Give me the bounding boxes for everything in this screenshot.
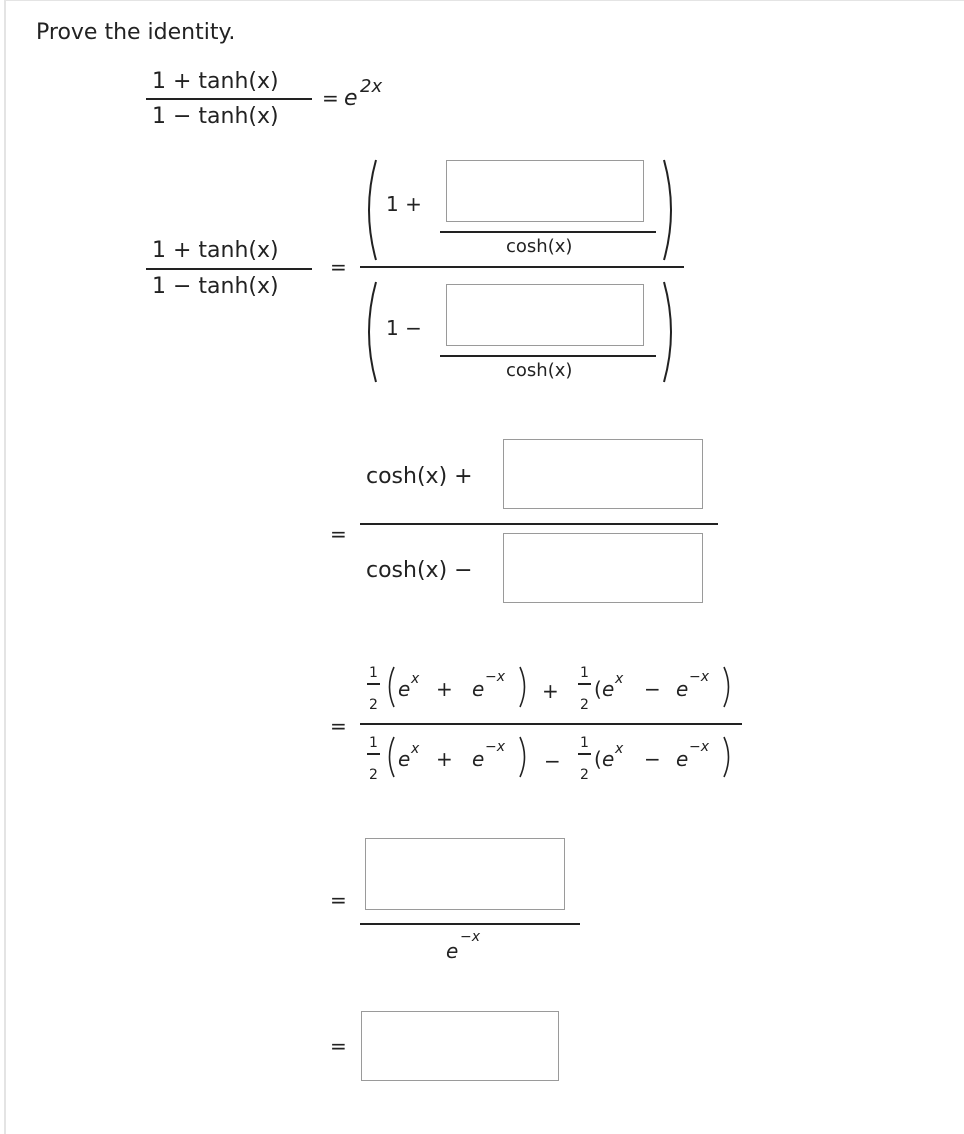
step1-bottom-right-paren xyxy=(660,280,680,384)
step3-den-e1: e xyxy=(398,747,411,771)
identity-lhs-denominator: 1 − tanh(x) xyxy=(152,104,279,129)
step3-num-minus-inner2: − xyxy=(644,677,661,701)
step4-denominator-base: e xyxy=(446,939,459,963)
step4-denominator-exponent: −x xyxy=(460,929,481,945)
step2-numerator-input[interactable] xyxy=(503,439,703,509)
step3-num-half2-bar xyxy=(578,683,591,685)
step3-den-minus-inner2: − xyxy=(644,747,661,771)
step3-num-half2-numerator: 1 xyxy=(580,665,589,681)
step1-top-right-paren xyxy=(660,158,680,262)
step3-num-group2-left-paren: ( xyxy=(594,677,602,701)
step2-fraction-bar xyxy=(360,523,718,525)
step1-bottom-prefix: 1 − xyxy=(386,316,422,340)
step3-fraction-bar xyxy=(360,723,742,725)
step3-num-e4: e xyxy=(676,677,689,701)
step3-den-half1-bar xyxy=(367,753,380,755)
step3-den-e2-exponent: −x xyxy=(485,739,506,755)
panel-border-top xyxy=(4,0,964,1)
step3-den-half2-bar xyxy=(578,753,591,755)
step3-den-e1-exponent: x xyxy=(411,741,420,757)
step1-top-numerator-input[interactable] xyxy=(446,160,644,222)
step3-num-plus-middle: + xyxy=(542,679,559,703)
step3-den-plus-inner1: + xyxy=(436,747,453,771)
step4-equals: = xyxy=(330,888,347,912)
step1-equals: = xyxy=(330,255,347,279)
step3-num-e1-exponent: x xyxy=(411,671,420,687)
step1-lhs-numerator: 1 + tanh(x) xyxy=(152,238,279,263)
step3-den-e4-exponent: −x xyxy=(689,739,710,755)
step1-bottom-inner-fraction-bar xyxy=(440,355,656,357)
identity-lhs-numerator: 1 + tanh(x) xyxy=(152,69,279,94)
step3-num-plus-inner1: + xyxy=(436,677,453,701)
step3-equals: = xyxy=(330,714,347,738)
step1-lhs-fraction-bar xyxy=(146,268,312,270)
step2-numerator-prefix: cosh(x) + xyxy=(366,464,473,489)
step3-num-group2-right-paren xyxy=(722,666,734,708)
prompt-text: Prove the identity. xyxy=(36,20,236,45)
step1-top-denominator: cosh(x) xyxy=(506,236,573,257)
step1-bottom-numerator-input[interactable] xyxy=(446,284,644,346)
step3-num-group1-left-paren xyxy=(384,666,396,708)
step3-num-e3: e xyxy=(602,677,615,701)
step3-den-e3: e xyxy=(602,747,615,771)
step3-den-half1-denominator: 2 xyxy=(369,767,378,783)
step3-den-half2-numerator: 1 xyxy=(580,735,589,751)
step3-den-group2-left-paren: ( xyxy=(594,747,602,771)
step3-den-e3-exponent: x xyxy=(615,741,624,757)
step3-num-half1-denominator: 2 xyxy=(369,697,378,713)
step3-num-group1-right-paren xyxy=(518,666,530,708)
identity-equals: = xyxy=(322,86,339,110)
step5-result-input[interactable] xyxy=(361,1011,559,1081)
step3-den-group1-left-paren xyxy=(384,736,396,778)
step3-den-half2-denominator: 2 xyxy=(580,767,589,783)
identity-rhs-exponent: 2x xyxy=(360,76,383,97)
step3-den-minus-middle: − xyxy=(544,749,561,773)
step2-equals: = xyxy=(330,522,347,546)
step3-den-half1-numerator: 1 xyxy=(369,735,378,751)
step1-lhs-denominator: 1 − tanh(x) xyxy=(152,274,279,299)
step1-bottom-left-paren xyxy=(360,280,380,384)
step1-top-inner-fraction-bar xyxy=(440,231,656,233)
step1-bottom-denominator: cosh(x) xyxy=(506,360,573,381)
step4-fraction-bar xyxy=(360,923,580,925)
identity-rhs-base: e xyxy=(344,86,358,111)
step3-num-half1-numerator: 1 xyxy=(369,665,378,681)
step3-den-e4: e xyxy=(676,747,689,771)
step3-den-e2: e xyxy=(472,747,485,771)
step2-denominator-prefix: cosh(x) − xyxy=(366,558,473,583)
step1-main-fraction-bar xyxy=(360,266,684,268)
step1-top-left-paren xyxy=(360,158,380,262)
step3-num-e1: e xyxy=(398,677,411,701)
step3-num-e4-exponent: −x xyxy=(689,669,710,685)
step3-den-group2-right-paren xyxy=(722,736,734,778)
step3-num-e2-exponent: −x xyxy=(485,669,506,685)
panel-border-left xyxy=(4,0,6,1134)
step3-num-e2: e xyxy=(472,677,485,701)
step3-num-e3-exponent: x xyxy=(615,671,624,687)
identity-fraction-bar xyxy=(146,98,312,100)
step3-num-half1-bar xyxy=(367,683,380,685)
step3-den-group1-right-paren xyxy=(518,736,530,778)
step3-num-half2-denominator: 2 xyxy=(580,697,589,713)
step2-denominator-input[interactable] xyxy=(503,533,703,603)
step4-numerator-input[interactable] xyxy=(365,838,565,910)
step1-top-prefix: 1 + xyxy=(386,192,422,216)
step5-equals: = xyxy=(330,1034,347,1058)
